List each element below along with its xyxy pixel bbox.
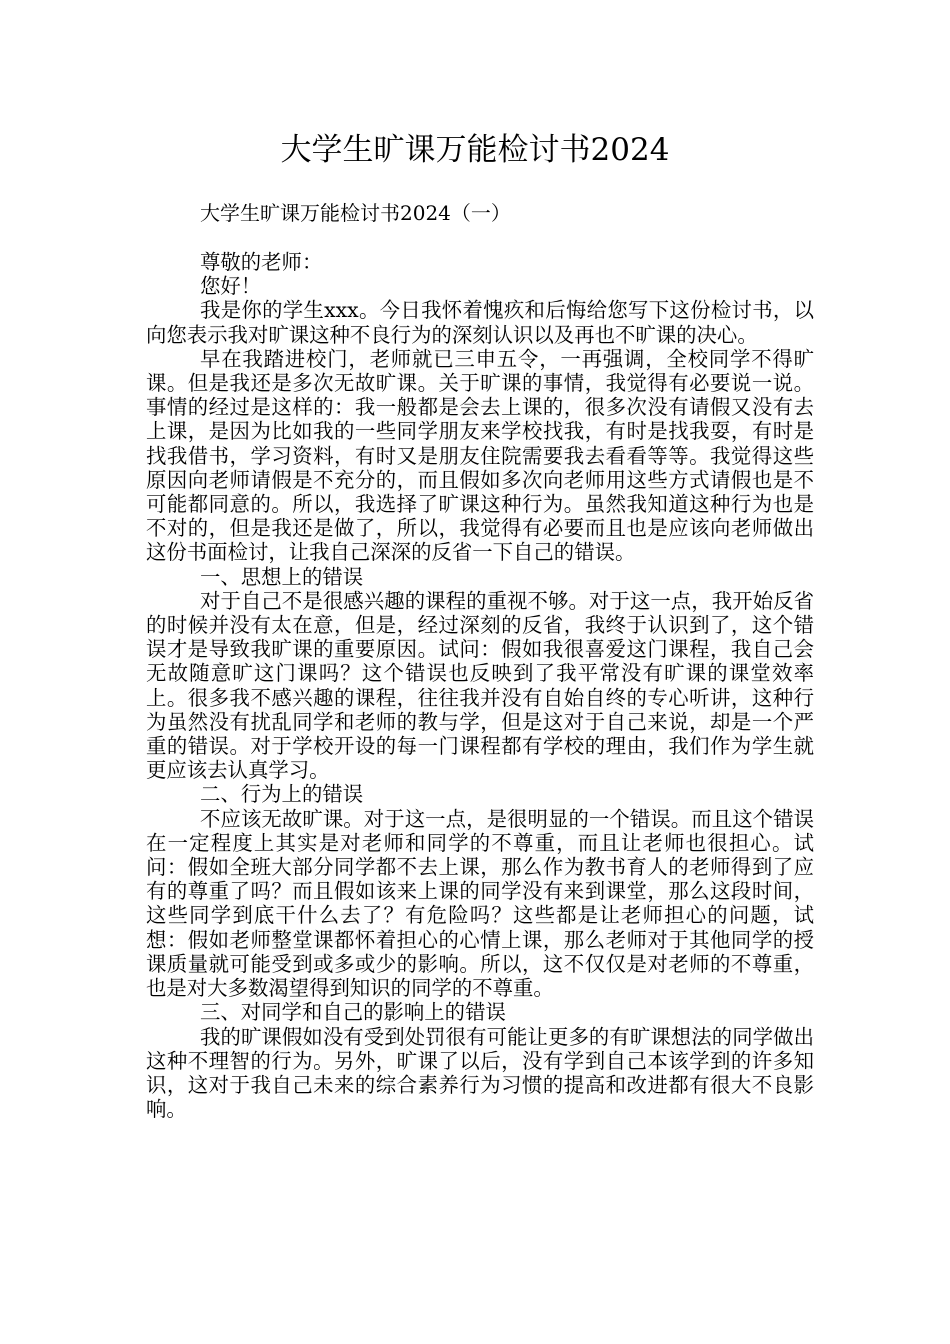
document-body [146, 250, 814, 1121]
salutation: 尊敬的老师： [200, 250, 323, 274]
paragraph-background: 早在我踏进校门，老师就已三申五令，一再强调，全校同学不得旷课。但是我还是多次无故旷课。关于旷课的事情，我觉得有必要说一说。事情的经过是这样的：我一般都是会去上课的，很多次没有请假又没有去上课，是因为比如我的一些同学朋友来学校找我，有时是找我耍，有时是找我借书，学习资料，有时又是朋友住院需要我去看看等等。我觉得这些原因向老师请假是不充分的，而且假如多次向老师用这些方式请假也是不可能都同意的。所以，我选择了旷课这种行为。虽然我知道这种行为也是不对的，但是我还是做了，所以，我觉得有必要而且也是应该向老师做出这份书面检讨，让我自己深深的反省一下自己的错误。 [146, 346, 814, 565]
section-heading-behavior: 二、行为上的错误 [200, 782, 364, 807]
document-title: 大学生旷课万能检讨书2024 [280, 132, 670, 168]
paragraph-thought-error: 对于自己不是很感兴趣的课程的重视不够。对于这一点，我开始反省的时候并没有太在意，但是，经过深刻的反省，我终于认识到了，这个错误才是导致我旷课的重要原因。试问：假如我很喜爱这门课程，我自己会无故随意旷这门课吗？这个错误也反映到了我平常没有旷课的课堂效率上。很多我不感兴趣的课程，往往我并没有自始自终的专心听讲，这种行为虽然没有扰乱同学和老师的教与学，但是这对于自己来说，却是一个严重的错误。对于学校开设的每一门课程都有学校的理由，我们作为学生就更应该去认真学习。 [146, 588, 814, 783]
section-heading-thought: 一、思想上的错误 [200, 564, 364, 589]
paragraph-influence-error: 我的旷课假如没有受到处罚很有可能让更多的有旷课想法的同学做出这种不理智的行为。另外，旷课了以后，没有学到自己本该学到的许多知识，这对于我自己未来的综合素养行为习惯的提高和改进都有很大不良影响。 [146, 1024, 814, 1122]
document-subtitle: 大学生旷课万能检讨书2024（一） [200, 201, 511, 225]
paragraph-intro: 我是你的学生xxx。今日我怀着愧疚和后悔给您写下这份检讨书，以向您表示我对旷课这种不良行为的深刻认识以及再也不旷课的决心。 [146, 298, 814, 347]
section-heading-influence: 三、对同学和自己的影响上的错误 [200, 1000, 506, 1025]
greeting: 您好！ [200, 274, 262, 299]
paragraph-behavior-error: 不应该无故旷课。对于这一点，是很明显的一个错误。而且这个错误在一定程度上其实是对老师和同学的不尊重，而且让老师也很担心。试问：假如全班大部分同学都不去上课，那么作为教书育人的老师得到了应有的尊重了吗？而且假如该来上课的同学没有来到课堂，那么这段时间，这些同学到底干什么去了？有危险吗？这些都是让老师担心的问题，试想：假如老师整堂课都怀着担心的心情上课，那么老师对于其他同学的授课质量就可能受到或多或少的影响。所以，这不仅仅是对老师的不尊重，也是对大多数渴望得到知识的同学的不尊重。 [146, 806, 814, 1001]
